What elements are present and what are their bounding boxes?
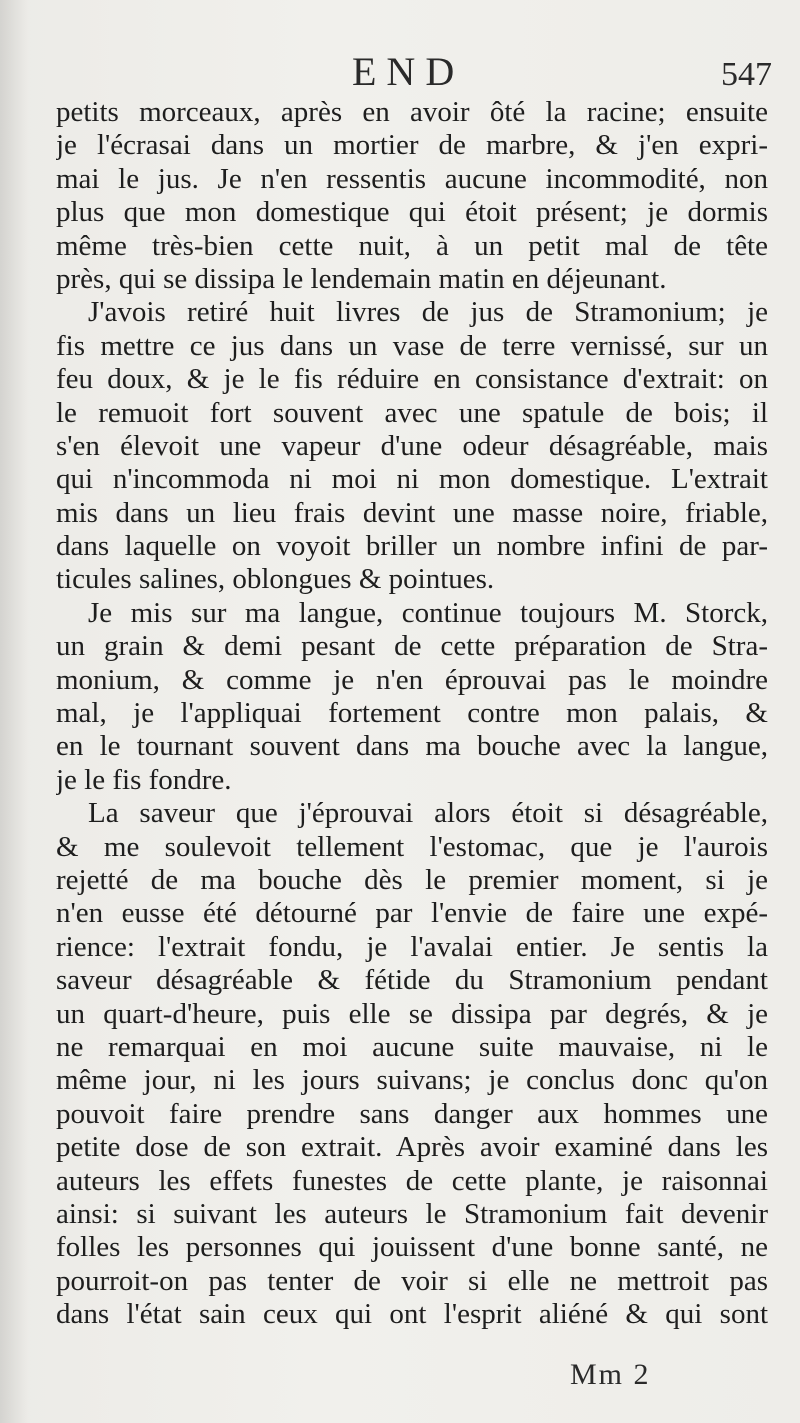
text-line: mis dans un lieu frais devint une masse noire, friable, <box>56 496 768 529</box>
text-line: monium, & comme je n'en éprouvai pas le moindre <box>56 663 768 696</box>
text-line: dans l'état sain ceux qui ont l'esprit aliéné & qui sont <box>56 1298 768 1331</box>
text-line: plus que mon domestique qui étoit présent; je dormis <box>56 196 768 229</box>
text-line: Je mis sur ma langue, continue toujours M. Storck, <box>88 596 768 629</box>
text-line: s'en élevoit une vapeur d'une odeur désagréable, mais <box>56 429 768 462</box>
text-line: J'avois retiré huit livres de jus de Stramonium; je <box>88 296 768 329</box>
page-number: 547 <box>721 56 772 93</box>
text-line: folles les personnes qui jouissent d'une bonne santé, ne <box>56 1231 768 1264</box>
text-line: mai le jus. Je n'en ressentis aucune incommodité, non <box>56 162 768 195</box>
text-line: rience: l'extrait fondu, je l'avalai entier. Je sentis la <box>56 930 768 963</box>
text-line: qui n'incommoda ni moi ni mon domestique. L'extrait <box>56 463 768 496</box>
text-line: fis mettre ce jus dans un vase de terre vernissé, sur un <box>56 329 768 362</box>
body-text <box>56 96 768 1331</box>
text-line: ne remarquai en moi aucune suite mauvaise, ni le <box>56 1030 768 1063</box>
text-line: rejetté de ma bouche dès le premier moment, si je <box>56 863 768 896</box>
text-line: le remuoit fort souvent avec une spatule de bois; il <box>56 396 768 429</box>
text-line: dans laquelle on voyoit briller un nombre infini de par- <box>56 530 768 563</box>
text-line: saveur désagréable & fétide du Stramonium pendant <box>56 964 768 997</box>
text-line: un quart-d'heure, puis elle se dissipa par degrés, & je <box>56 997 768 1030</box>
text-line: je le fis fondre. <box>56 763 232 796</box>
running-head: END <box>352 49 465 94</box>
text-line: mal, je l'appliquai fortement contre mon palais, & <box>56 697 768 730</box>
text-line: & me soulevoit tellement l'estomac, que je l'aurois <box>56 830 768 863</box>
text-line: près, qui se dissipa le lendemain matin en déjeunant. <box>56 262 667 295</box>
text-line: ainsi: si suivant les auteurs le Stramonium fait devenir <box>56 1197 768 1230</box>
text-line: petits morceaux, après en avoir ôté la racine; ensuite <box>56 96 768 128</box>
text-line: petite dose de son extrait. Après avoir examiné dans les <box>56 1131 768 1164</box>
text-line: pouvoit faire prendre sans danger aux hommes une <box>56 1097 768 1130</box>
text-line: un grain & demi pesant de cette préparation de Stra- <box>56 630 768 663</box>
page-header <box>52 48 772 98</box>
signature-mark: Mm 2 <box>570 1358 651 1391</box>
text-line: La saveur que j'éprouvai alors étoit si désagréable, <box>88 797 768 830</box>
text-line: auteurs les effets funestes de cette plante, je raisonnai <box>56 1164 768 1197</box>
text-line: ticules salines, oblongues & pointues. <box>56 563 495 596</box>
text-line: feu doux, & je le fis réduire en consistance d'extrait: on <box>56 363 768 396</box>
text-line: même très-bien cette nuit, à un petit mal de tête <box>56 229 768 262</box>
text-line: en le tournant souvent dans ma bouche avec la langue, <box>56 730 768 763</box>
text-line: n'en eusse été détourné par l'envie de faire une expé- <box>56 897 768 930</box>
text-line: je l'écrasai dans un mortier de marbre, & j'en expri- <box>56 129 768 162</box>
text-line: même jour, ni les jours suivans; je conclus donc qu'on <box>56 1064 768 1097</box>
text-line: pourroit-on pas tenter de voir si elle ne mettroit pas <box>56 1264 768 1297</box>
